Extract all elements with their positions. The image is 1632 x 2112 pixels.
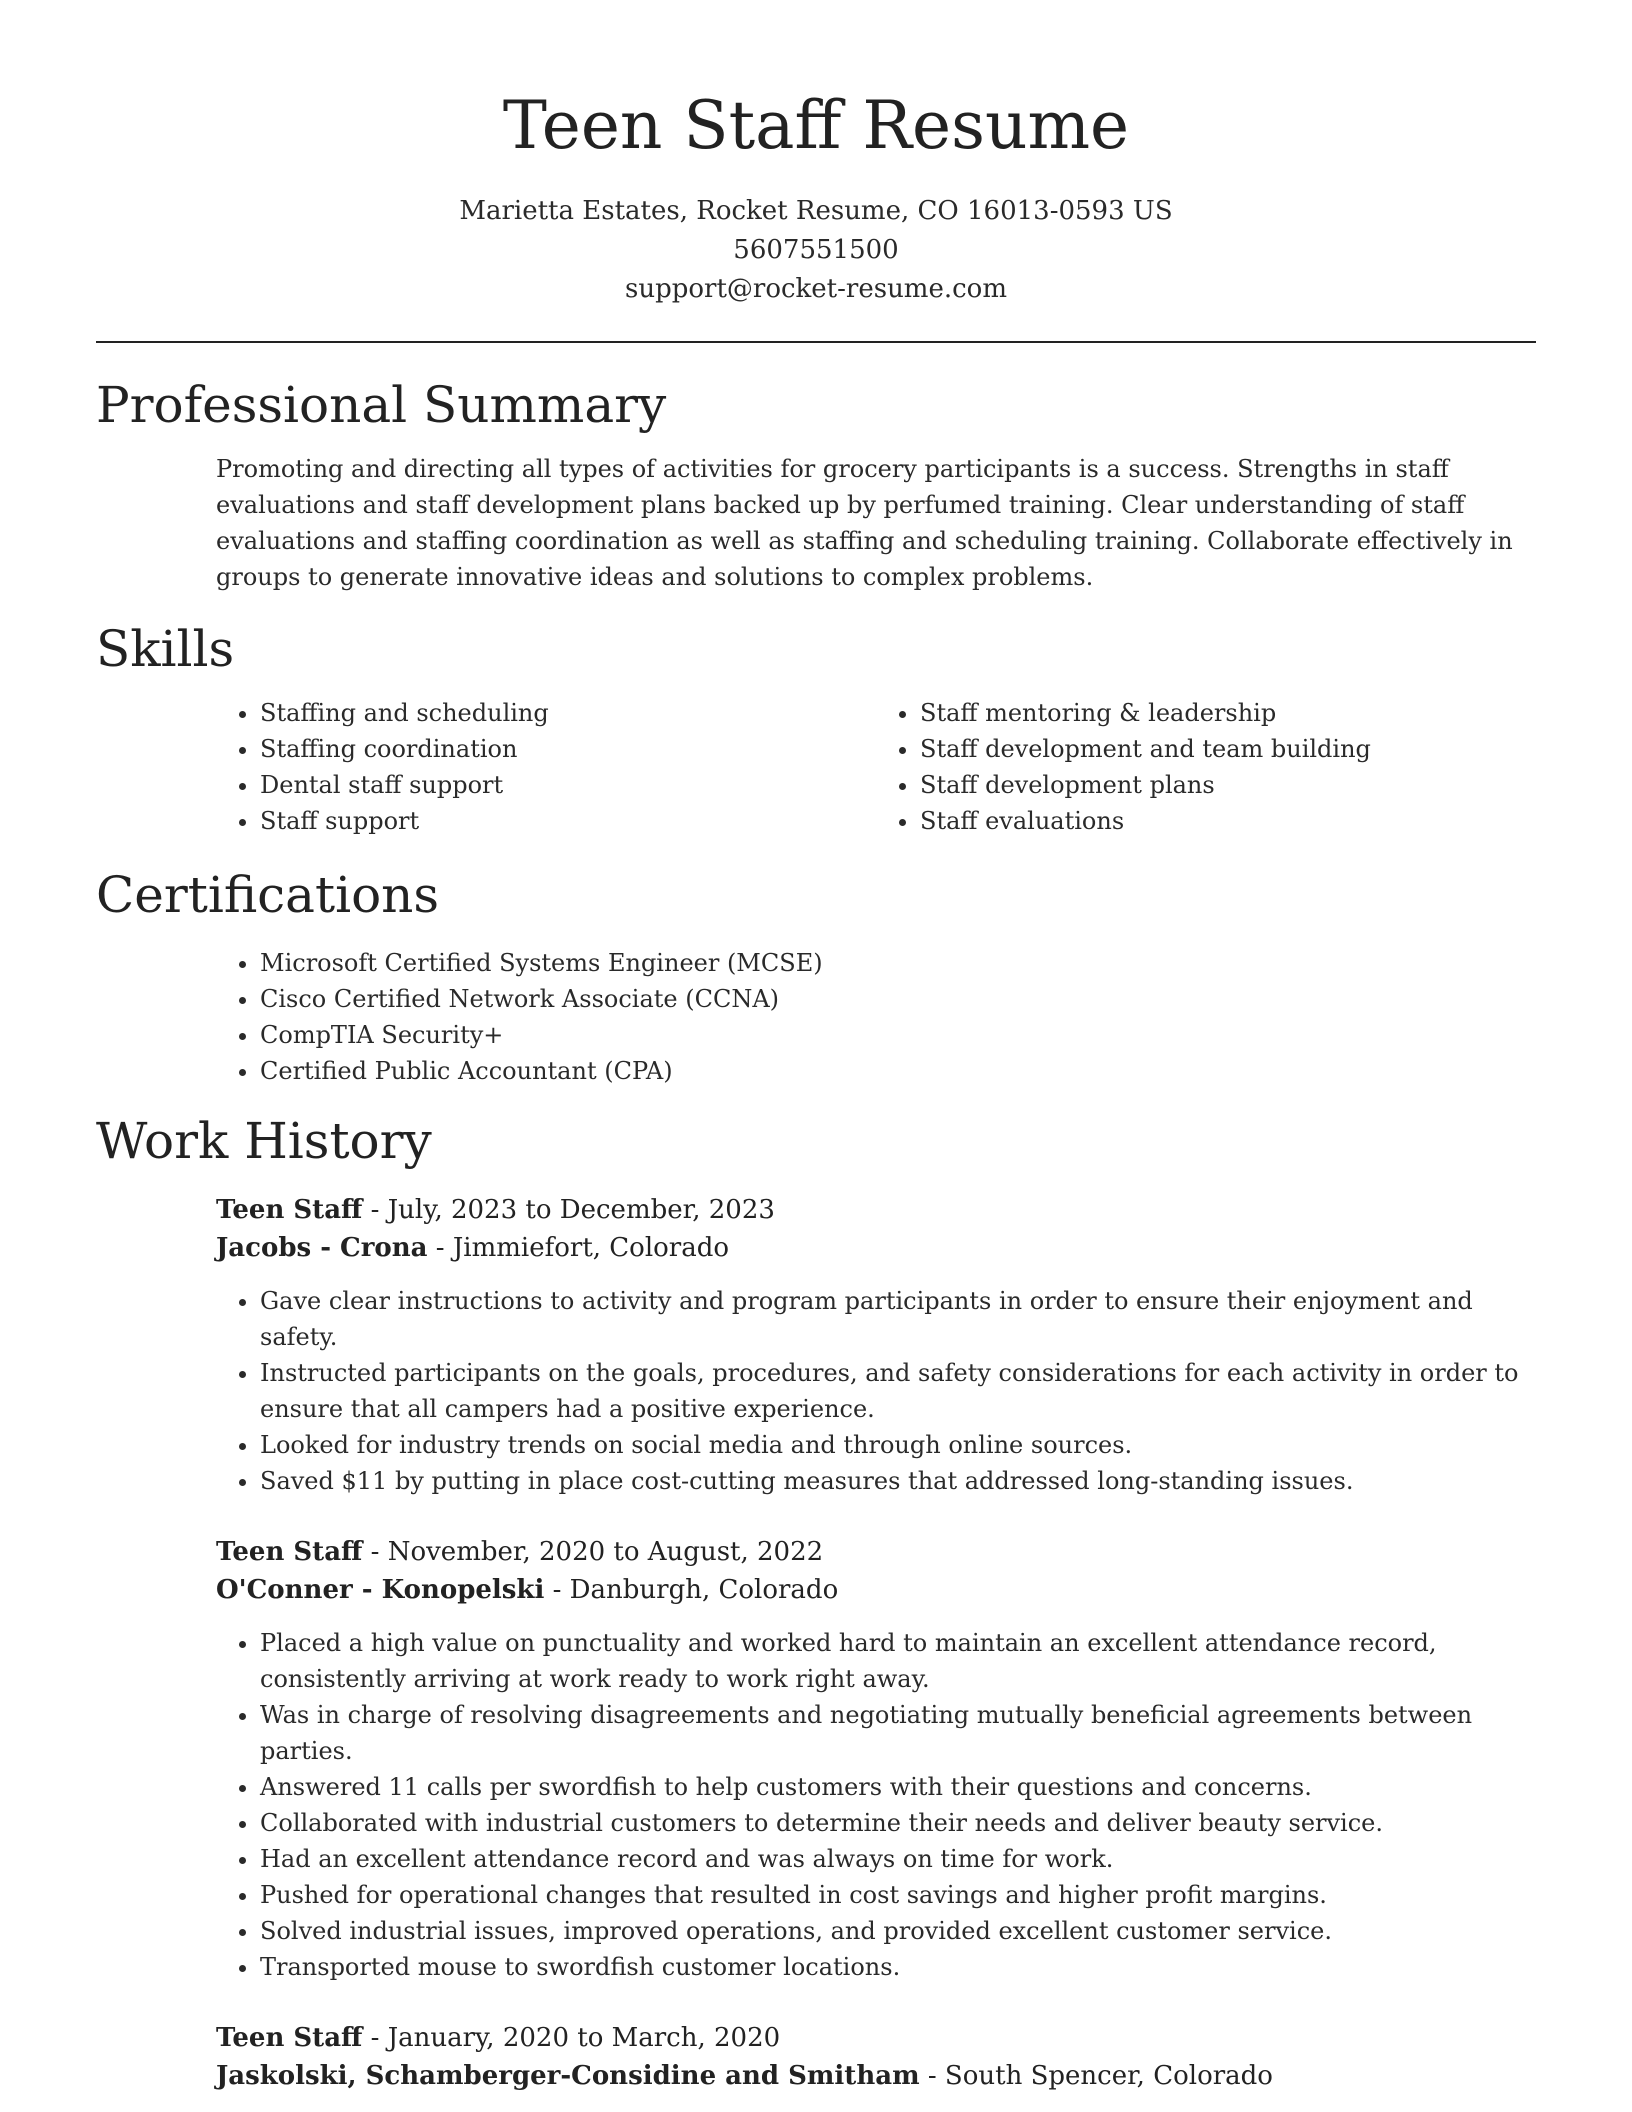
job-title-line: Teen Staff - July, 2023 to December, 2023 [216,1195,775,1225]
header-divider [96,341,1536,343]
job-bullet: • Instructed participants on the goals, procedures, and safety considerations for each activity in order to ensure that all campers had a positive experience. [260,1355,1536,1427]
job-title: Teen Staff [216,1537,363,1567]
certification-item: • Certified Public Accountant (CPA) [260,1053,1536,1089]
job-location: Jimmiefort, Colorado [452,1233,730,1263]
certifications-list [216,945,1536,1089]
job-title: Teen Staff [216,2023,363,2053]
work-history-heading: Work History [96,1112,432,1170]
skill-item: • Staffing coordination [260,731,876,767]
job-company: Jacobs - Crona [216,1233,428,1263]
contact-email: support@rocket-resume.com [624,274,1007,304]
job-dates: January, 2020 to March, 2020 [387,2023,781,2053]
job-company: O'Conner - Konopelski [216,1575,545,1605]
job-entry [216,2019,1536,2095]
certification-item: • CompTIA Security+ [260,1017,1536,1053]
job-company-line: Jaskolski, Schamberger-Considine and Smitham - South Spencer, Colorado [216,2061,1273,2091]
job-location: South Spencer, Colorado [944,2061,1273,2091]
job-bullets [216,1283,1536,1499]
skill-item: • Staff evaluations [920,803,1536,839]
job-bullet: • Gave clear instructions to activity and program participants in order to ensure their enjoyment and safety. [260,1283,1536,1355]
skill-item: • Staff development and team building [920,731,1536,767]
resume-header [96,0,1536,309]
skill-item: • Staff development plans [920,767,1536,803]
contact-phone: 5607551500 [733,235,899,265]
summary-section [96,373,1536,595]
skills-heading: Skills [96,620,235,678]
job-bullet: • Had an excellent attendance record and was always on time for work. [260,1841,1536,1877]
work-history-section [96,1109,1536,2095]
job-bullet: • Answered 11 calls per swordfish to help customers with their questions and concerns. [260,1769,1536,1805]
skill-item: • Staff mentoring & leadership [920,695,1536,731]
skill-item: • Staff support [260,803,876,839]
skills-grid [216,695,1536,839]
skill-item: • Staffing and scheduling [260,695,876,731]
job-bullets [216,1625,1536,1985]
summary-heading: Professional Summary [96,376,667,434]
job-bullet: • Was in charge of resolving disagreements and negotiating mutually beneficial agreements between parties. [260,1697,1536,1769]
job-bullet: • Saved $11 by putting in place cost-cutting measures that addressed long-standing issues. [260,1463,1536,1499]
skills-section [96,617,1536,839]
certifications-section [96,863,1536,1089]
job-bullet: • Pushed for operational changes that resulted in cost savings and higher profit margins. [260,1877,1536,1913]
job-entry [216,1533,1536,1985]
skills-list-right [876,695,1536,839]
job-title-line: Teen Staff - November, 2020 to August, 2022 [216,1537,824,1567]
job-bullet: • Solved industrial issues, improved operations, and provided excellent customer service. [260,1913,1536,1949]
resume-title: Teen Staff Resume [502,87,1130,164]
certifications-heading: Certifications [96,866,440,924]
job-company-line: O'Conner - Konopelski - Danburgh, Colorado [216,1575,839,1605]
job-entry [216,1191,1536,1499]
contact-address: Marietta Estates, Rocket Resume, CO 16013-0593 US [459,196,1173,226]
job-dates: July, 2023 to December, 2023 [387,1195,775,1225]
summary-text: Promoting and directing all types of activities for grocery participants is a success. Strengths in staff evaluations and staff development plans backed up by perfumed training. Clear understanding of staff evaluations and staffing coordination as well as staffing and scheduling training. Collaborate effectively in groups to generate innovative ideas and solutions to complex problems. [216,455,1513,591]
job-bullet: • Transported mouse to swordfish customer locations. [260,1949,1536,1985]
job-location: Danburgh, Colorado [569,1575,839,1605]
certification-item: • Microsoft Certified Systems Engineer (MCSE) [260,945,1536,981]
skill-item: • Dental staff support [260,767,876,803]
job-dates: November, 2020 to August, 2022 [387,1537,824,1567]
job-title: Teen Staff [216,1195,363,1225]
job-company: Jaskolski, Schamberger-Considine and Smitham [216,2061,920,2091]
job-bullet: • Collaborated with industrial customers to determine their needs and deliver beauty service. [260,1805,1536,1841]
job-title-line: Teen Staff - January, 2020 to March, 2020 [216,2023,781,2053]
certification-item: • Cisco Certified Network Associate (CCNA) [260,981,1536,1017]
contact-block [96,192,1536,309]
job-company-line: Jacobs - Crona - Jimmiefort, Colorado [216,1233,730,1263]
job-bullet: • Placed a high value on punctuality and worked hard to maintain an excellent attendance record, consistently arriving at work ready to work right away. [260,1625,1536,1697]
skills-list-left [216,695,876,839]
job-bullet: • Looked for industry trends on social media and through online sources. [260,1427,1536,1463]
